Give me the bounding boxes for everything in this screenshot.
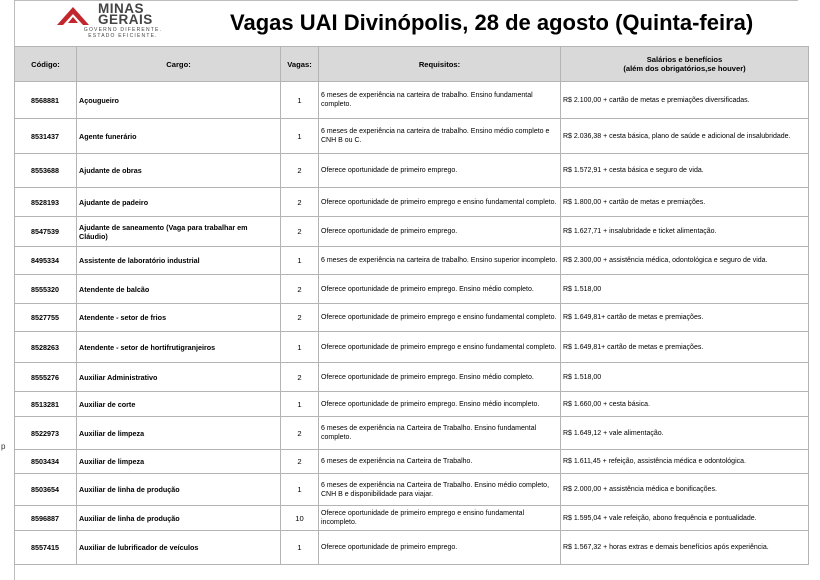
job-title: Auxiliar de corte bbox=[77, 392, 281, 417]
job-openings: 1 bbox=[281, 82, 319, 119]
job-code: 8555276 bbox=[15, 363, 77, 392]
job-salary: R$ 1.649,81+ cartão de metas e premiações. bbox=[561, 304, 809, 332]
job-salary: R$ 1.649,12 + vale alimentação. bbox=[561, 417, 809, 450]
job-openings: 2 bbox=[281, 217, 319, 247]
table-row bbox=[15, 417, 809, 450]
job-requirements: Oferece oportunidade de primeiro emprego. Ensino médio incompleto. bbox=[319, 392, 561, 417]
job-code: 8522973 bbox=[15, 417, 77, 450]
job-title: Ajudante de padeiro bbox=[77, 188, 281, 217]
header-requisitos: Requisitos: bbox=[319, 47, 561, 82]
header-vagas: Vagas: bbox=[281, 47, 319, 82]
job-requirements: Oferece oportunidade de primeiro emprego. Ensino médio completo. bbox=[319, 275, 561, 304]
left-gutter bbox=[0, 0, 15, 580]
job-salary: R$ 1.627,71 + insalubridade e ticket alimentação. bbox=[561, 217, 809, 247]
job-requirements: Oferece oportunidade de primeiro emprego. bbox=[319, 154, 561, 188]
table-row bbox=[15, 119, 809, 154]
job-requirements: Oferece oportunidade de primeiro emprego e ensino fundamental completo. bbox=[319, 304, 561, 332]
job-requirements: 6 meses de experiência na carteira de trabalho. Ensino fundamental completo. bbox=[319, 82, 561, 119]
table-row bbox=[15, 217, 809, 247]
job-salary: R$ 1.518,00 bbox=[561, 363, 809, 392]
job-salary: R$ 1.595,04 + vale refeição, abono frequência e pontualidade. bbox=[561, 506, 809, 531]
table-row bbox=[15, 506, 809, 531]
job-openings: 10 bbox=[281, 506, 319, 531]
page-title: Vagas UAI Divinópolis, 28 de agosto (Quinta-feira) bbox=[230, 10, 754, 35]
job-salary: R$ 1.572,91 + cesta básica e seguro de vida. bbox=[561, 154, 809, 188]
job-openings: 2 bbox=[281, 417, 319, 450]
job-code: 8528193 bbox=[15, 188, 77, 217]
table-row bbox=[15, 450, 809, 474]
job-code: 8557415 bbox=[15, 531, 77, 565]
job-code: 8568881 bbox=[15, 82, 77, 119]
job-vacancies-table bbox=[14, 46, 809, 565]
job-title: Agente funerário bbox=[77, 119, 281, 154]
job-openings: 2 bbox=[281, 154, 319, 188]
job-code: 8553688 bbox=[15, 154, 77, 188]
header-codigo: Código: bbox=[15, 47, 77, 82]
job-code: 8527755 bbox=[15, 304, 77, 332]
job-salary: R$ 2.300,00 + assistência médica, odontológica e seguro de vida. bbox=[561, 247, 809, 275]
job-requirements: Oferece oportunidade de primeiro emprego. bbox=[319, 531, 561, 565]
job-openings: 2 bbox=[281, 363, 319, 392]
table-row bbox=[15, 154, 809, 188]
job-openings: 1 bbox=[281, 392, 319, 417]
job-openings: 1 bbox=[281, 531, 319, 565]
job-openings: 2 bbox=[281, 304, 319, 332]
job-title: Auxiliar de linha de produção bbox=[77, 474, 281, 506]
job-title: Ajudante de obras bbox=[77, 154, 281, 188]
minas-gerais-logo bbox=[52, 3, 192, 43]
job-title: Atendente de balcão bbox=[77, 275, 281, 304]
job-openings: 2 bbox=[281, 450, 319, 474]
table-row bbox=[15, 363, 809, 392]
job-title: Auxiliar de lubrificador de veículos bbox=[77, 531, 281, 565]
table-row bbox=[15, 247, 809, 275]
logo-tagline: GOVERNO DIFERENTE. ESTADO EFICIENTE. bbox=[83, 27, 163, 39]
table-row bbox=[15, 82, 809, 119]
job-code: 8528263 bbox=[15, 332, 77, 363]
job-requirements: Oferece oportunidade de primeiro emprego. Ensino médio completo. bbox=[319, 363, 561, 392]
table-row bbox=[15, 275, 809, 304]
table-row bbox=[15, 392, 809, 417]
job-code: 8531437 bbox=[15, 119, 77, 154]
job-salary: R$ 1.518,00 bbox=[561, 275, 809, 304]
table-row bbox=[15, 188, 809, 217]
job-salary: R$ 1.800,00 + cartão de metas e premiações. bbox=[561, 188, 809, 217]
job-code: 8503434 bbox=[15, 450, 77, 474]
job-requirements: 6 meses de experiência na Carteira de Trabalho. Ensino fundamental completo. bbox=[319, 417, 561, 450]
job-requirements: 6 meses de experiência na carteira de trabalho. Ensino superior incompleto. bbox=[319, 247, 561, 275]
table-row bbox=[15, 332, 809, 363]
job-requirements: Oferece oportunidade de primeiro emprego. bbox=[319, 217, 561, 247]
table-row bbox=[15, 531, 809, 565]
job-openings: 1 bbox=[281, 474, 319, 506]
job-title: Ajudante de saneamento (Vaga para trabalhar em Cláudio) bbox=[77, 217, 281, 247]
job-requirements: Oferece oportunidade de primeiro emprego e ensino fundamental incompleto. bbox=[319, 506, 561, 531]
job-title: Auxiliar de linha de produção bbox=[77, 506, 281, 531]
job-code: 8495334 bbox=[15, 247, 77, 275]
job-openings: 1 bbox=[281, 332, 319, 363]
job-title: Atendente - setor de hortifrutigranjeiros bbox=[77, 332, 281, 363]
job-openings: 1 bbox=[281, 119, 319, 154]
job-title: Assistente de laboratório industrial bbox=[77, 247, 281, 275]
job-salary: R$ 2.036,38 + cesta básica, plano de saúde e adicional de insalubridade. bbox=[561, 119, 809, 154]
header-cargo: Cargo: bbox=[77, 47, 281, 82]
job-title: Atendente - setor de frios bbox=[77, 304, 281, 332]
table-row bbox=[15, 304, 809, 332]
document-header bbox=[14, 0, 798, 48]
job-openings: 2 bbox=[281, 188, 319, 217]
job-title: Açougueiro bbox=[77, 82, 281, 119]
job-requirements: 6 meses de experiência na Carteira de Trabalho. Ensino médio completo, CNH B e disponibilidade para viajar. bbox=[319, 474, 561, 506]
header-salarios: Salários e benefícios (além dos obrigatórios,se houver) bbox=[561, 47, 809, 82]
job-code: 8513281 bbox=[15, 392, 77, 417]
job-requirements: 6 meses de experiência na Carteira de Trabalho. bbox=[319, 450, 561, 474]
job-code: 8596887 bbox=[15, 506, 77, 531]
job-title: Auxiliar de limpeza bbox=[77, 417, 281, 450]
job-salary: R$ 1.660,00 + cesta básica. bbox=[561, 392, 809, 417]
job-title: Auxiliar de limpeza bbox=[77, 450, 281, 474]
job-salary: R$ 2.000,00 + assistência médica e bonificações. bbox=[561, 474, 809, 506]
gutter-mark: p bbox=[1, 442, 6, 451]
job-salary: R$ 1.567,32 + horas extras e demais benefícios após experiência. bbox=[561, 531, 809, 565]
job-openings: 1 bbox=[281, 247, 319, 275]
job-salary: R$ 1.649,81+ cartão de metas e premiações. bbox=[561, 332, 809, 363]
job-requirements: Oferece oportunidade de primeiro emprego e ensino fundamental completo. bbox=[319, 332, 561, 363]
job-code: 8555320 bbox=[15, 275, 77, 304]
logo-name: MINAS GERAIS bbox=[98, 1, 153, 27]
job-openings: 2 bbox=[281, 275, 319, 304]
job-salary: R$ 1.611,45 + refeição, assistência médica e odontológica. bbox=[561, 450, 809, 474]
table-body bbox=[15, 82, 809, 565]
table-row bbox=[15, 474, 809, 506]
job-requirements: 6 meses de experiência na carteira de trabalho. Ensino médio completo e CNH B ou C. bbox=[319, 119, 561, 154]
job-title: Auxiliar Administrativo bbox=[77, 363, 281, 392]
table-header-row bbox=[15, 47, 809, 82]
job-salary: R$ 2.100,00 + cartão de metas e premiações diversificadas. bbox=[561, 82, 809, 119]
logo-triangle-icon bbox=[56, 6, 90, 26]
job-requirements: Oferece oportunidade de primeiro emprego e ensino fundamental completo. bbox=[319, 188, 561, 217]
job-code: 8547539 bbox=[15, 217, 77, 247]
job-code: 8503654 bbox=[15, 474, 77, 506]
